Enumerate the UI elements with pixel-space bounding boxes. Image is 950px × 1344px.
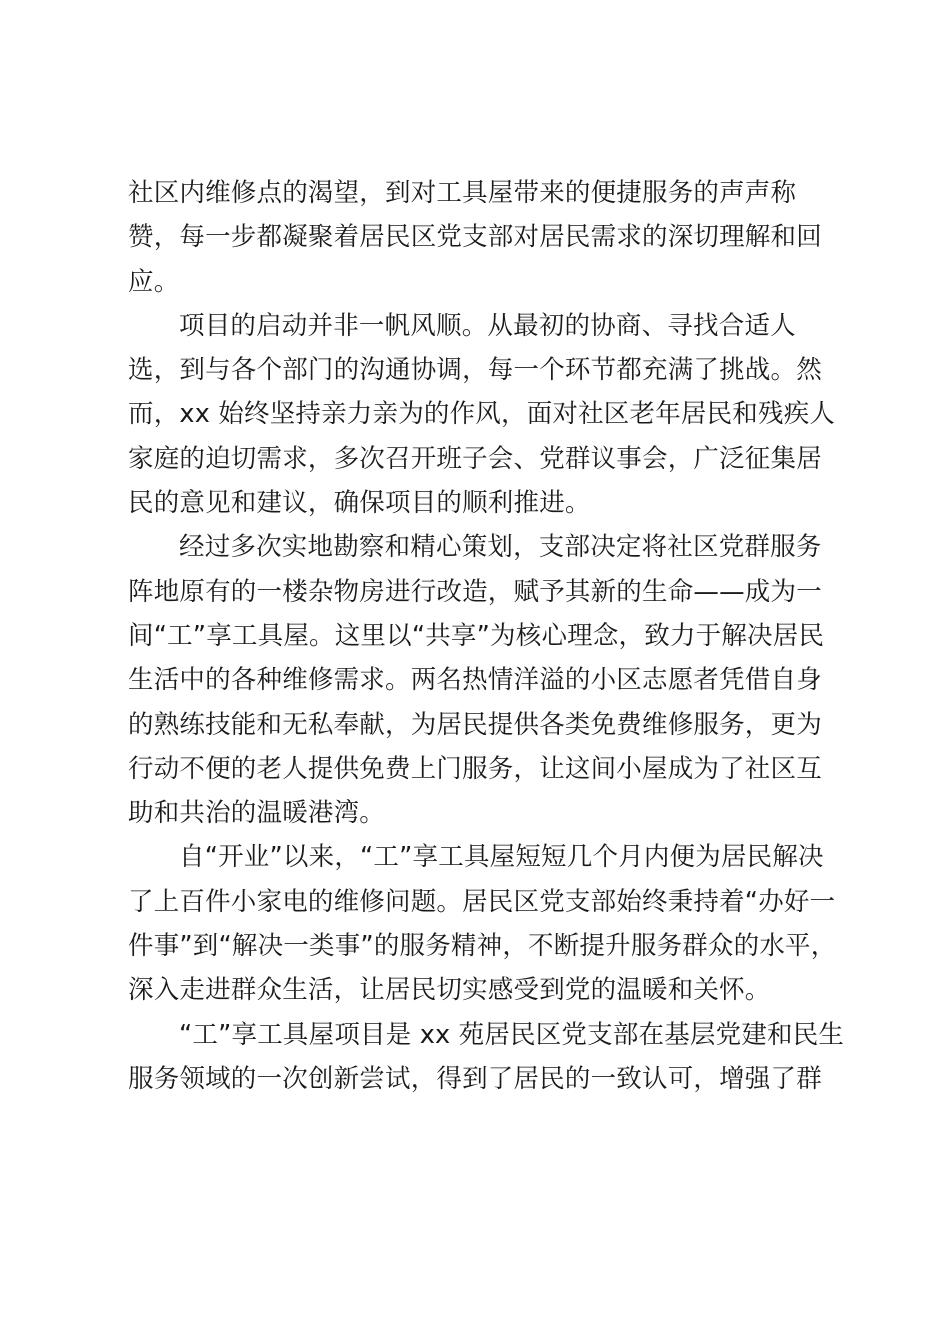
- text-line: 的熟练技能和无私奉献，为居民提供各类免费维修服务，更为: [128, 709, 822, 740]
- text-line: 社区内维修点的渴望，到对工具屋带来的便捷服务的声声称: [128, 178, 797, 208]
- text-line: 应。: [128, 266, 180, 297]
- text-line: 经过多次实地勘察和精心策划，支部决定将社区党群服务: [179, 532, 822, 563]
- text-line: 生活中的各种维修需求。两名热情洋溢的小区志愿者凭借自身: [128, 665, 822, 696]
- text-line: 项目的启动并非一帆风顺。从最初的协商、寻找合适人: [179, 310, 796, 341]
- text-line: 自“开业”以来，“工”享工具屋短短几个月内便为居民解决: [179, 842, 824, 873]
- text-line: 服务领域的一次创新尝试，得到了居民的一致认可，增强了群: [128, 1063, 822, 1094]
- text-line: 家庭的迫切需求，多次召开班子会、党群议事会，广泛征集居: [128, 443, 822, 474]
- text-line: 助和共治的温暖港湾。: [128, 798, 386, 829]
- text-line: “工”享工具屋项目是 xx 苑居民区党支部在基层党建和民生: [179, 1019, 845, 1050]
- paragraph: [128, 525, 836, 835]
- text-line: 赞，每一步都凝聚着居民区党支部对居民需求的深切理解和回: [128, 222, 822, 253]
- text-line: 而，xx 始终坚持亲力亲为的作风，面对社区老年居民和残疾人: [128, 399, 836, 430]
- text-line: 民的意见和建议，确保项目的顺利推进。: [128, 488, 591, 519]
- text-line: 了上百件小家电的维修问题。居民区党支部始终秉持着“办好一: [128, 886, 836, 917]
- text-line: 选，到与各个部门的沟通协调，每一个环节都充满了挑战。然: [128, 355, 822, 386]
- text-line: 间“工”享工具屋。这里以“共享”为核心理念，致力于解决居民: [128, 620, 825, 651]
- paragraph: [128, 1013, 845, 1102]
- text-line: 行动不便的老人提供免费上门服务，让这间小屋成为了社区互: [128, 753, 822, 784]
- text-line: 阵地原有的一楼杂物房进行改造，赋予其新的生命——成为一: [128, 576, 822, 607]
- paragraph: [128, 835, 836, 1012]
- paragraph: [128, 171, 836, 304]
- text-line: 深入走进群众生活，让居民切实感受到党的温暖和关怀。: [128, 975, 771, 1006]
- document-body: [128, 171, 845, 1101]
- paragraph: [128, 304, 836, 525]
- text-line: 件事”到“解决一类事”的服务精神，不断提升服务群众的水平，: [128, 931, 837, 962]
